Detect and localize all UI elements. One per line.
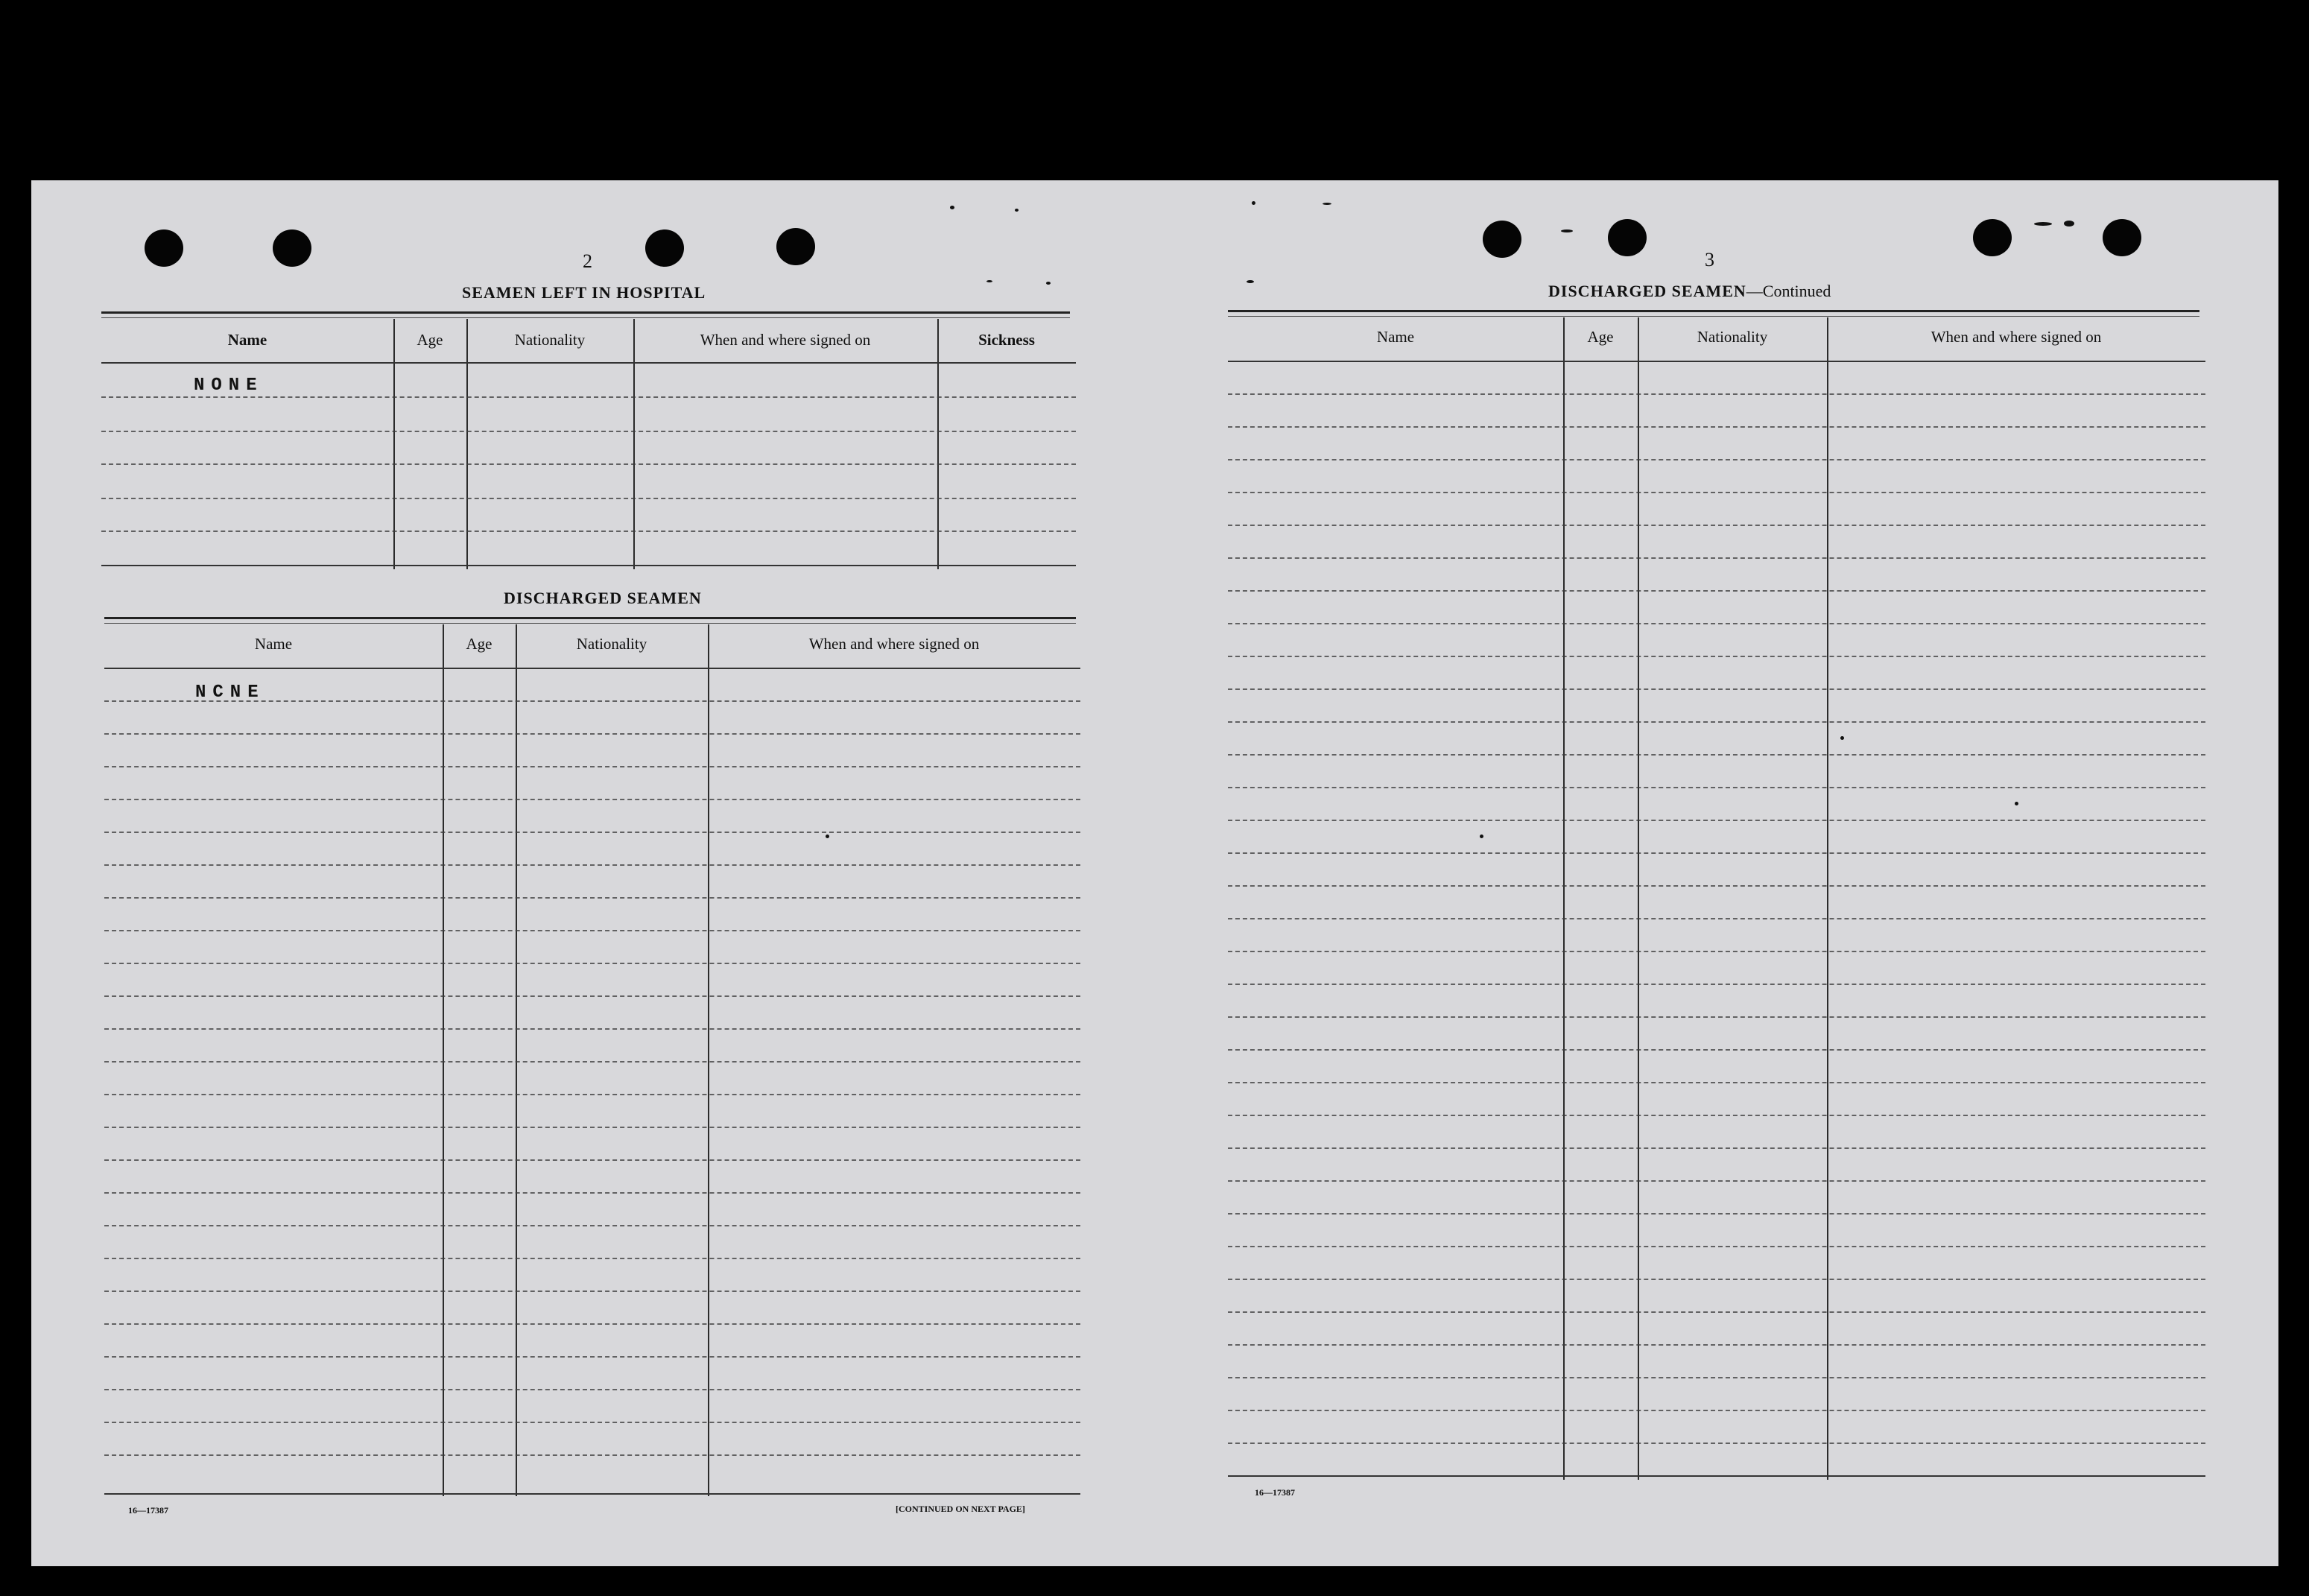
row-line (104, 766, 1080, 767)
table-top-rule (1228, 310, 2199, 312)
row-line (1228, 820, 2205, 821)
row-line (104, 1258, 1080, 1259)
typed-entry: NCNE (195, 683, 265, 703)
row-line (104, 963, 1080, 964)
table-top-rule (1228, 316, 2199, 317)
row-line (1228, 787, 2205, 788)
row-line (1228, 623, 2205, 624)
row-line (1228, 459, 2205, 460)
row-line (1228, 590, 2205, 592)
section-title-discharged-continued (1548, 282, 1831, 301)
punch-hole (273, 229, 311, 267)
header-underline (104, 668, 1080, 669)
scan-speck (986, 280, 992, 282)
punch-hole (1608, 219, 1647, 256)
column-header-name: Name (227, 331, 267, 349)
column-header-signed-on: When and where signed on (700, 331, 871, 349)
row-line (1228, 754, 2205, 756)
scan-speck (1046, 282, 1051, 285)
page-number: 3 (1705, 249, 1714, 270)
table-bottom-rule (104, 1493, 1080, 1495)
table-bottom-rule (101, 565, 1076, 566)
row-line (104, 799, 1080, 800)
table-top-rule (104, 617, 1076, 619)
section-title-main: DISCHARGED SEAMEN (1548, 282, 1746, 300)
row-line (1228, 721, 2205, 723)
table-top-rule (101, 317, 1070, 318)
column-header-age: Age (466, 635, 492, 653)
table-top-rule (101, 311, 1070, 314)
column-header-signed-on: When and where signed on (808, 635, 980, 653)
discharged-table-left (104, 624, 1080, 1496)
column-header-signed-on: When and where signed on (1930, 328, 2102, 346)
row-line (1228, 1443, 2205, 1444)
hospital-table (101, 319, 1076, 569)
row-line (101, 396, 1076, 398)
row-line (1228, 1082, 2205, 1083)
row-line (104, 832, 1080, 833)
row-line (104, 733, 1080, 735)
header-underline (101, 362, 1076, 364)
row-line (1228, 1410, 2205, 1411)
table-bottom-rule (1228, 1475, 2205, 1477)
row-line (1228, 1213, 2205, 1215)
scan-speck (1323, 203, 1331, 205)
column-header-age: Age (416, 331, 443, 349)
row-line (1228, 688, 2205, 690)
row-line (1228, 1049, 2205, 1051)
row-line (1228, 1115, 2205, 1116)
table-top-rule (104, 623, 1076, 624)
row-line (104, 897, 1080, 899)
row-line (104, 1127, 1080, 1128)
row-line (104, 1323, 1080, 1325)
row-line (1228, 1246, 2205, 1247)
scan-speck (2034, 222, 2052, 226)
punch-hole (776, 228, 815, 265)
row-line (1228, 525, 2205, 526)
form-number: 16—17387 (1255, 1487, 1295, 1498)
typed-entry: NONE (194, 376, 264, 396)
row-line (1228, 1147, 2205, 1149)
punch-hole (1483, 221, 1521, 258)
column-header-name: Name (254, 635, 293, 653)
punch-hole (1973, 219, 2012, 256)
section-title-discharged: DISCHARGED SEAMEN (504, 589, 702, 607)
column-header-nationality: Nationality (576, 635, 647, 653)
section-title-hospital: SEAMEN LEFT IN HOSPITAL (462, 283, 706, 302)
column-header-sickness: Sickness (978, 331, 1035, 349)
row-line (104, 1192, 1080, 1194)
row-line (1228, 656, 2205, 657)
row-line (104, 1422, 1080, 1423)
row-line (1228, 557, 2205, 559)
punch-hole (645, 229, 684, 267)
scan-speck (1247, 280, 1254, 283)
row-line (1228, 885, 2205, 887)
discharged-table-right (1228, 317, 2205, 1480)
row-line (104, 1028, 1080, 1030)
row-line (1228, 1311, 2205, 1313)
row-line (104, 1094, 1080, 1095)
row-line (104, 1356, 1080, 1358)
row-line (101, 463, 1076, 465)
row-line (1228, 1016, 2205, 1018)
row-line (104, 930, 1080, 931)
row-line (1228, 1180, 2205, 1182)
row-line (104, 1389, 1080, 1390)
header-underline (1228, 361, 2205, 362)
row-line (1228, 1377, 2205, 1378)
continued-note: [CONTINUED ON NEXT PAGE] (896, 1504, 1025, 1514)
row-line (101, 431, 1076, 432)
scan-speck (2064, 221, 2074, 227)
row-line (1228, 393, 2205, 395)
punch-hole (2103, 219, 2141, 256)
row-line (101, 498, 1076, 499)
column-divider (708, 624, 709, 1496)
row-line (101, 531, 1076, 532)
form-number: 16—17387 (128, 1505, 168, 1516)
column-header-nationality: Nationality (1697, 328, 1768, 346)
page-number: 2 (583, 250, 592, 272)
row-line (104, 1225, 1080, 1226)
punch-hole (145, 229, 183, 267)
column-header-name: Name (1376, 328, 1415, 346)
row-line (1228, 918, 2205, 919)
scan-speck (950, 206, 954, 209)
row-line (1228, 426, 2205, 428)
row-line (104, 995, 1080, 997)
row-line (1228, 492, 2205, 493)
scan-speck (1561, 229, 1573, 232)
row-line (1228, 1344, 2205, 1346)
row-line (104, 1061, 1080, 1063)
row-line (104, 1291, 1080, 1292)
scan-speck (1252, 201, 1255, 205)
row-line (104, 1159, 1080, 1161)
column-header-age: Age (1587, 328, 1614, 346)
row-line (1228, 1279, 2205, 1280)
section-title-continued: —Continued (1746, 282, 1831, 300)
column-divider (516, 624, 517, 1496)
row-line (104, 864, 1080, 866)
row-line (1228, 951, 2205, 952)
column-divider (443, 624, 444, 1496)
row-line (1228, 984, 2205, 985)
row-line (1228, 852, 2205, 854)
row-line (104, 1454, 1080, 1456)
column-header-nationality: Nationality (514, 331, 586, 349)
scan-speck (1015, 209, 1019, 212)
